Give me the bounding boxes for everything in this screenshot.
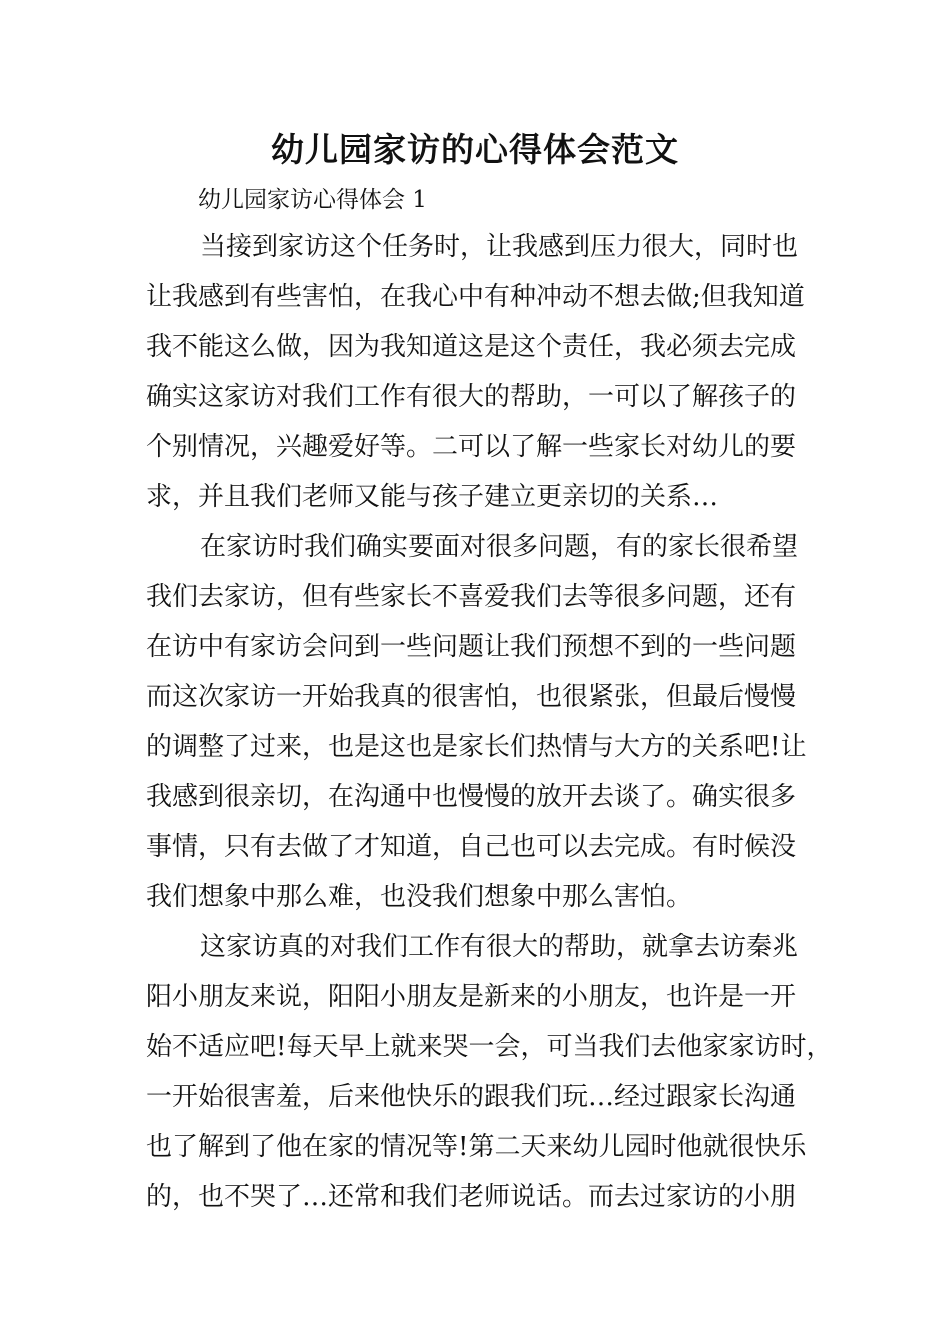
paragraph-line: 在家访时我们确实要面对很多问题，有的家长很希望 xyxy=(200,532,799,562)
paragraph-line: 而这次家访一开始我真的很害怕，也很紧张，但最后慢慢 xyxy=(146,682,797,712)
paragraph-line: 始不适应吧!每天早上就来哭一会，可当我们去他家家访时， xyxy=(146,1032,833,1062)
paragraph-line: 求，并且我们老师又能与孩子建立更亲切的关系… xyxy=(146,482,719,512)
paragraph-line: 当接到家访这个任务时，让我感到压力很大，同时也 xyxy=(200,232,799,262)
paragraph-line: 我感到很亲切，在沟通中也慢慢的放开去谈了。确实很多 xyxy=(146,782,797,812)
paragraph-line: 的调整了过来，也是这也是家长们热情与大方的关系吧!让 xyxy=(146,732,807,762)
paragraph-line: 我们想象中那么难，也没我们想象中那么害怕。 xyxy=(146,882,693,912)
paragraph-line: 确实这家访对我们工作有很大的帮助，一可以了解孩子的 xyxy=(146,382,797,412)
paragraph-line: 个别情况，兴趣爱好等。二可以了解一些家长对幼儿的要 xyxy=(146,432,797,462)
paragraph-line: 这家访真的对我们工作有很大的帮助，就拿去访秦兆 xyxy=(200,932,799,962)
paragraph-line: 的，也不哭了…还常和我们老师说话。而去过家访的小朋 xyxy=(146,1182,797,1212)
paragraph-line: 在访中有家访会问到一些问题让我们预想不到的一些问题 xyxy=(146,632,797,662)
paragraph-line: 也了解到了他在家的情况等!第二天来幼儿园时他就很快乐 xyxy=(146,1132,807,1162)
section-heading: 幼儿园家访心得体会 1 xyxy=(198,187,427,213)
paragraph-line: 事情，只有去做了才知道，自己也可以去完成。有时候没 xyxy=(146,832,797,862)
paragraph-line: 阳小朋友来说，阳阳小朋友是新来的小朋友，也许是一开 xyxy=(146,982,797,1012)
paragraph-line: 让我感到有些害怕，在我心中有种冲动不想去做;但我知道 xyxy=(146,282,805,312)
paragraph-line: 我不能这么做，因为我知道这是这个责任，我必须去完成 xyxy=(146,332,797,362)
paragraph-line: 一开始很害羞，后来他快乐的跟我们玩…经过跟家长沟通 xyxy=(146,1082,797,1112)
document-title: 幼儿园家访的心得体会范文 xyxy=(271,130,679,169)
paragraph-line: 我们去家访，但有些家长不喜爱我们去等很多问题，还有 xyxy=(146,582,797,612)
